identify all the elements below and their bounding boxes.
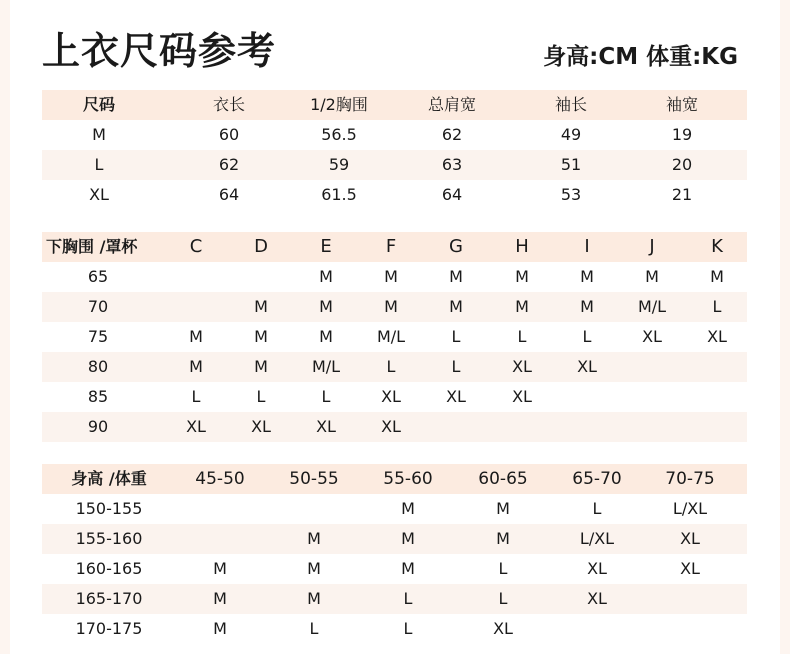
size-cell	[180, 524, 260, 554]
column-header: 衣长	[212, 95, 245, 114]
size-cell: M	[307, 529, 321, 548]
measurement-cell: 61.5	[321, 185, 357, 204]
table-row	[42, 292, 747, 322]
size-cell: L	[256, 387, 266, 406]
height-weight-size-table	[42, 464, 747, 644]
size-cell: L	[321, 387, 331, 406]
table-row	[42, 412, 747, 442]
size-cell: M/L	[311, 357, 341, 376]
size-cell: XL	[577, 357, 597, 376]
measurement-cell: 64	[218, 185, 240, 204]
cup-header: J	[649, 236, 655, 257]
weight-header: 55-60	[383, 469, 433, 489]
measurement-cell: 62	[218, 155, 240, 174]
size-cell	[180, 494, 260, 524]
size-cell: M	[213, 619, 227, 638]
size-cell	[650, 614, 730, 644]
cup-header: G	[449, 236, 463, 257]
weight-header: 70-75	[665, 469, 715, 489]
column-header: 袖长	[554, 95, 587, 114]
underbust-label: 75	[87, 327, 109, 346]
size-cell	[426, 412, 486, 442]
size-cell	[492, 412, 552, 442]
corner-header: 身高 /体重	[71, 469, 147, 488]
corner-header: 下胸围 /罩杯	[46, 237, 138, 256]
height-label: 150-155	[75, 499, 143, 518]
size-cell	[622, 412, 682, 442]
size-cell: L	[403, 619, 413, 638]
size-cell: M	[515, 297, 529, 316]
table-row	[42, 352, 747, 382]
size-cell: M	[307, 559, 321, 578]
size-cell: L	[309, 619, 319, 638]
height-label: 160-165	[75, 559, 143, 578]
measurement-cell: 60	[218, 125, 240, 144]
size-cell: M	[449, 267, 463, 286]
table-row	[42, 554, 747, 584]
table-row	[42, 382, 747, 412]
table-row	[42, 150, 747, 180]
size-cell: XL	[381, 417, 401, 436]
size-cell: L	[517, 327, 527, 346]
table-header-row	[42, 232, 747, 262]
underbust-label: 90	[87, 417, 109, 436]
table-row	[42, 524, 747, 554]
size-label: M	[92, 125, 106, 144]
underbust-label: 65	[87, 267, 109, 286]
size-cell: M	[319, 297, 333, 316]
size-cell: L	[386, 357, 396, 376]
table-row	[42, 584, 747, 614]
size-cell: L	[191, 387, 201, 406]
size-cell: XL	[493, 619, 513, 638]
column-header: 总肩宽	[427, 95, 476, 114]
size-cell	[650, 584, 730, 614]
size-label: XL	[89, 185, 109, 204]
table-header-row	[42, 464, 747, 494]
size-cell: M	[189, 357, 203, 376]
size-cell: M	[213, 589, 227, 608]
size-cell: M	[319, 267, 333, 286]
size-cell: L	[712, 297, 722, 316]
table-row	[42, 180, 747, 210]
size-cell	[166, 292, 226, 322]
size-cell: M/L	[637, 297, 667, 316]
column-header: 1/2胸围	[310, 95, 368, 114]
cup-header: K	[711, 236, 723, 257]
size-cell: M	[319, 327, 333, 346]
measurement-cell: 19	[671, 125, 693, 144]
size-cell: M	[580, 267, 594, 286]
table-row	[42, 262, 747, 292]
weight-header: 60-65	[478, 469, 528, 489]
size-cell: XL	[587, 589, 607, 608]
size-cell: L	[592, 499, 602, 518]
size-cell: XL	[707, 327, 727, 346]
size-cell: M/L	[376, 327, 406, 346]
measurement-cell: 51	[560, 155, 582, 174]
measurement-cell: 63	[441, 155, 463, 174]
size-cell: L/XL	[579, 529, 615, 548]
height-label: 165-170	[75, 589, 143, 608]
size-cell: XL	[642, 327, 662, 346]
size-cell: M	[496, 499, 510, 518]
size-cell: XL	[381, 387, 401, 406]
column-header: 袖宽	[665, 95, 698, 114]
size-cell: M	[384, 297, 398, 316]
measurement-cell: 59	[328, 155, 350, 174]
size-cell: M	[254, 327, 268, 346]
size-cell: M	[710, 267, 724, 286]
size-cell	[557, 614, 637, 644]
size-cell	[231, 262, 291, 292]
size-cell: M	[496, 529, 510, 548]
weight-header: 50-55	[289, 469, 339, 489]
size-cell	[687, 382, 747, 412]
size-cell: XL	[251, 417, 271, 436]
cup-header: F	[385, 236, 397, 257]
table-row	[42, 494, 747, 524]
underbust-label: 85	[87, 387, 109, 406]
size-label: L	[94, 155, 104, 174]
measurement-cell: 64	[441, 185, 463, 204]
size-cell: M	[515, 267, 529, 286]
size-cell	[557, 382, 617, 412]
size-cell	[687, 412, 747, 442]
table-row	[42, 322, 747, 352]
weight-header: 45-50	[195, 469, 245, 489]
size-chart-card	[10, 0, 780, 654]
size-cell: XL	[680, 559, 700, 578]
size-cell: M	[401, 529, 415, 548]
underbust-label: 70	[87, 297, 109, 316]
size-cell: L/XL	[672, 499, 708, 518]
measurement-cell: 62	[441, 125, 463, 144]
table-header-row	[42, 90, 747, 120]
cup-header: E	[320, 236, 332, 257]
size-cell: L	[451, 327, 461, 346]
cup-header: H	[515, 236, 529, 257]
unit-note: 身高:CM 体重:KG	[543, 44, 738, 70]
size-cell: XL	[316, 417, 336, 436]
size-cell: L	[451, 357, 461, 376]
size-cell	[274, 494, 354, 524]
size-cell: M	[645, 267, 659, 286]
cup-header: I	[584, 236, 590, 257]
weight-header: 65-70	[572, 469, 622, 489]
size-cell	[166, 262, 226, 292]
size-cell: M	[384, 267, 398, 286]
size-cell: M	[189, 327, 203, 346]
size-cell: M	[254, 357, 268, 376]
column-header: 尺码	[82, 95, 115, 114]
size-cell: XL	[512, 357, 532, 376]
height-label: 170-175	[75, 619, 143, 638]
page-title: 上衣尺码参考	[42, 29, 277, 73]
measurement-cell: 21	[671, 185, 693, 204]
size-cell	[622, 382, 682, 412]
size-cell: XL	[680, 529, 700, 548]
size-cell: M	[401, 499, 415, 518]
measurement-cell: 20	[671, 155, 693, 174]
size-cell	[687, 352, 747, 382]
size-cell: XL	[186, 417, 206, 436]
size-cell: M	[307, 589, 321, 608]
height-label: 155-160	[75, 529, 143, 548]
size-cell: L	[498, 559, 508, 578]
size-cell: XL	[587, 559, 607, 578]
garment-size-table	[42, 90, 747, 210]
table-row	[42, 614, 747, 644]
table-row	[42, 120, 747, 150]
measurement-cell: 56.5	[321, 125, 357, 144]
size-cell: XL	[512, 387, 532, 406]
size-cell	[622, 352, 682, 382]
size-cell: L	[582, 327, 592, 346]
size-cell: M	[213, 559, 227, 578]
size-cell: XL	[446, 387, 466, 406]
size-cell: M	[449, 297, 463, 316]
size-cell: L	[498, 589, 508, 608]
size-cell: M	[580, 297, 594, 316]
cup-header: C	[189, 236, 203, 257]
cup-header: D	[254, 236, 268, 257]
size-cell: L	[403, 589, 413, 608]
size-cell	[557, 412, 617, 442]
measurement-cell: 49	[560, 125, 582, 144]
measurement-cell: 53	[560, 185, 582, 204]
underbust-label: 80	[87, 357, 109, 376]
size-cell: M	[401, 559, 415, 578]
size-cell: M	[254, 297, 268, 316]
bra-cup-size-table	[42, 232, 747, 442]
